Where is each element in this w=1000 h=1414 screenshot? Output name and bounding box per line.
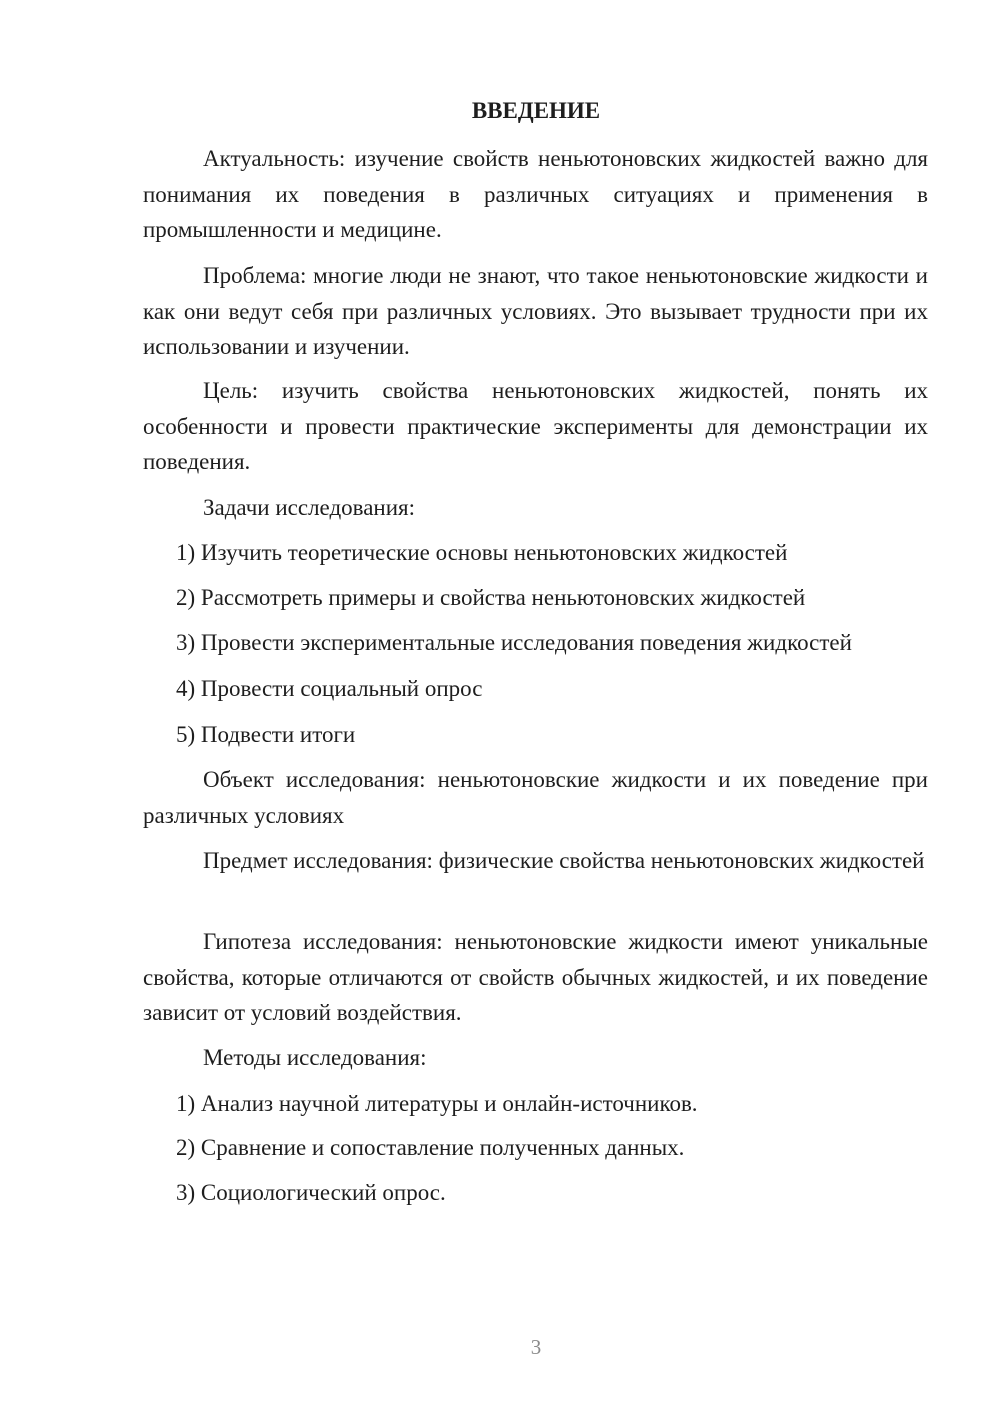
method-item-1: 1) Анализ научной литературы и онлайн-источников. [176,1091,698,1116]
paragraph-problem: Проблема: многие люди не знают, что такое неньютоновские жидкости и как они ведут себя при различных условиях. Это вызывает трудности при их использовании и изучении. [143,263,928,359]
method-item-2: 2) Сравнение и сопоставление полученных данных. [176,1135,685,1160]
paragraph-object: Объект исследования: неньютоновские жидкости и их поведение при различных условиях [143,767,928,828]
task-item-2: 2) Рассмотреть примеры и свойства неньютоновских жидкостей [176,585,806,610]
task-item-3: 3) Провести экспериментальные исследования поведения жидкостей [176,630,852,655]
page-title: ВВЕДЕНИЕ [471,98,601,123]
paragraph-goal: Цель: изучить свойства неньютоновских жидкостей, понять их особенности и провести практические эксперименты для демонстрации их поведения. [143,378,928,474]
paragraph-hypothesis: Гипотеза исследования: неньютоновские жидкости имеют уникальные свойства, которые отличаются от свойств обычных жидкостей, и их поведение зависит от условий воздействия. [143,929,928,1025]
paragraph-subject: Предмет исследования: физические свойства неньютоновских жидкостей [203,848,925,873]
tasks-heading: Задачи исследования: [203,495,416,520]
task-item-5: 5) Подвести итоги [176,722,356,747]
page-number: 3 [530,1335,542,1359]
task-item-1: 1) Изучить теоретические основы неньютоновских жидкостей [176,540,788,565]
method-item-3: 3) Социологический опрос. [176,1180,446,1205]
methods-heading: Методы исследования: [203,1045,427,1070]
task-item-4: 4) Провести социальный опрос [176,676,483,701]
paragraph-relevance: Актуальность: изучение свойств неньютоновских жидкостей важно для понимания их поведения в различных ситуациях и применения в промышленности и медицине. [143,146,928,242]
